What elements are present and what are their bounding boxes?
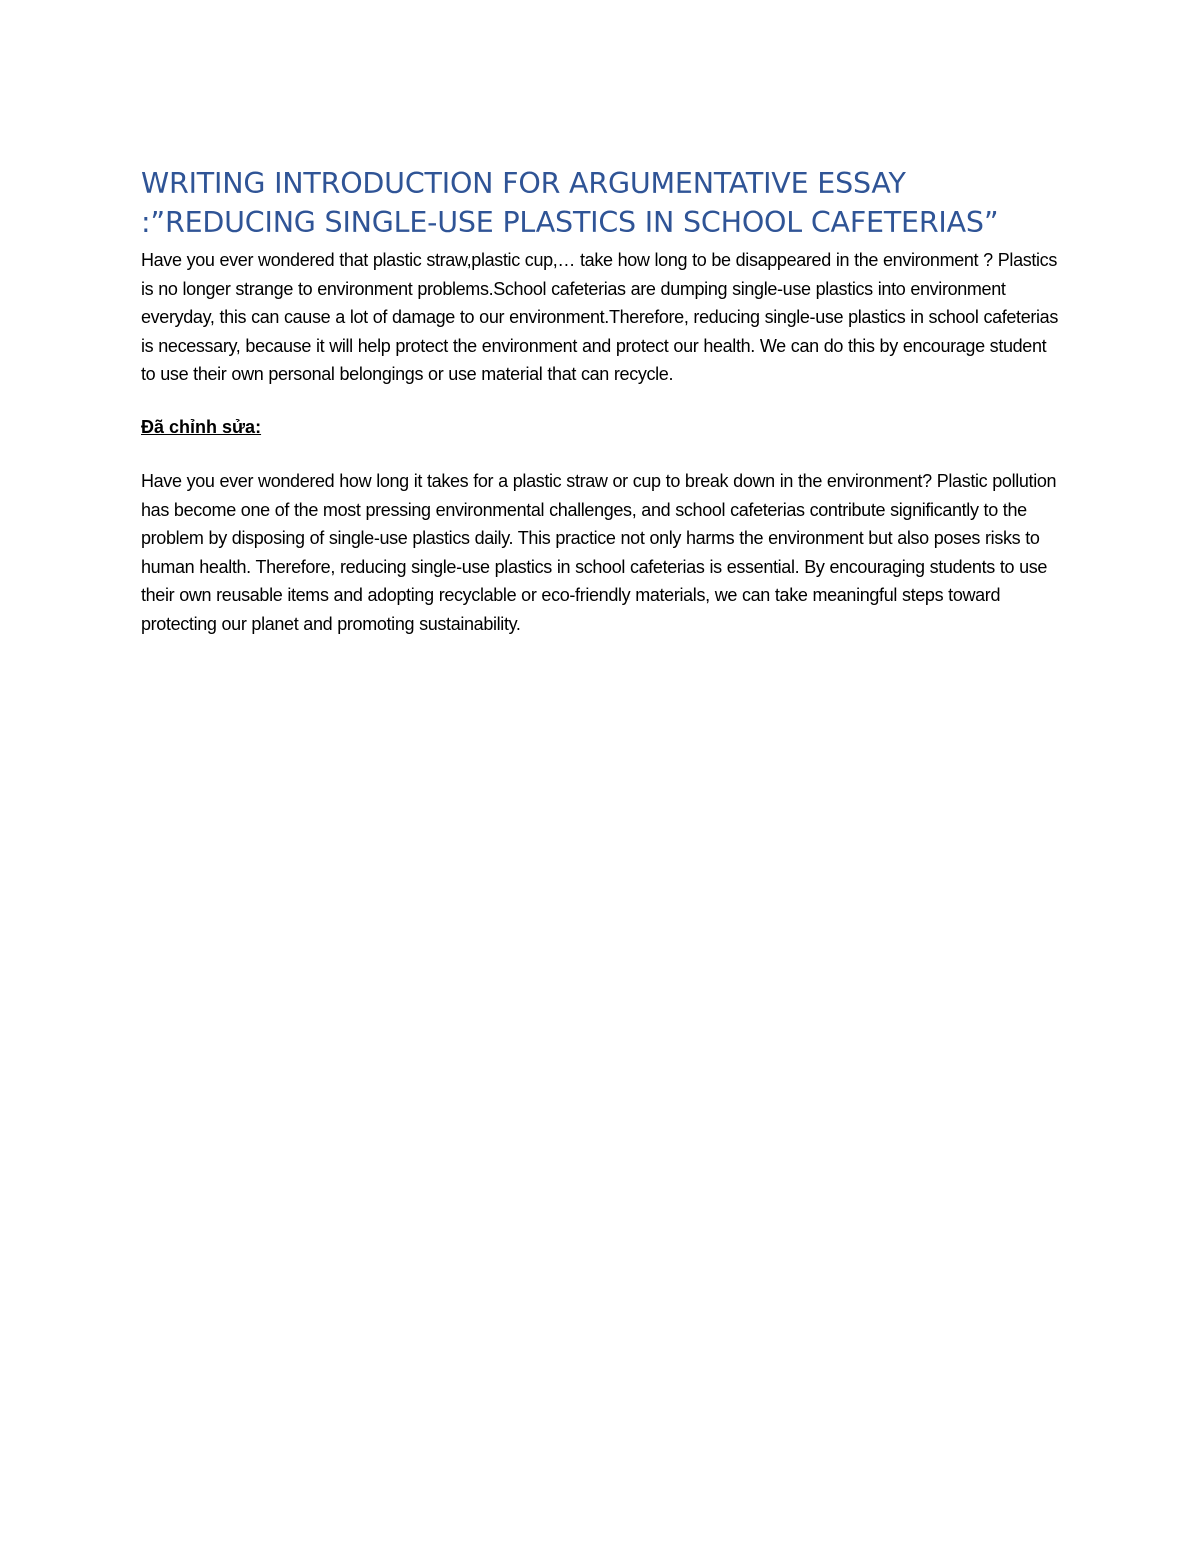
document-body — [141, 164, 1061, 639]
document-title: WRITING INTRODUCTION FOR ARGUMENTATIVE ESSAY :”REDUCING SINGLE-USE PLASTICS IN SCHOOL CAFETERIAS” — [141, 167, 999, 239]
edited-label: Đã chỉnh sửa: — [141, 416, 262, 437]
edited-paragraph: Have you ever wondered how long it takes for a plastic straw or cup to break down in the environment? Plastic pollution has become one of the most pressing environmental challenges, and school cafeterias contribute significantly to the problem by disposing of single-use plastics daily. This practice not only harms the environment but also poses risks to human health. Therefore, reducing single-use plastics in school cafeterias is essential. By encouraging students to use their own reusable items and adopting recyclable or eco-friendly materials, we can take meaningful steps toward protecting our planet and promoting sustainability. — [141, 470, 1057, 634]
original-paragraph: Have you ever wondered that plastic straw,plastic cup,… take how long to be disappeared in the environment ? Plastics is no longer strange to environment problems.School cafeterias are dumping single-use plastics into environment everyday, this can cause a lot of damage to our environment.Therefore, reducing single-use plastics in school cafeterias is necessary, because it will help protect the environment and protect our health. We can do this by encourage student to use their own personal belongings or use material that can recycle. — [141, 250, 1058, 385]
